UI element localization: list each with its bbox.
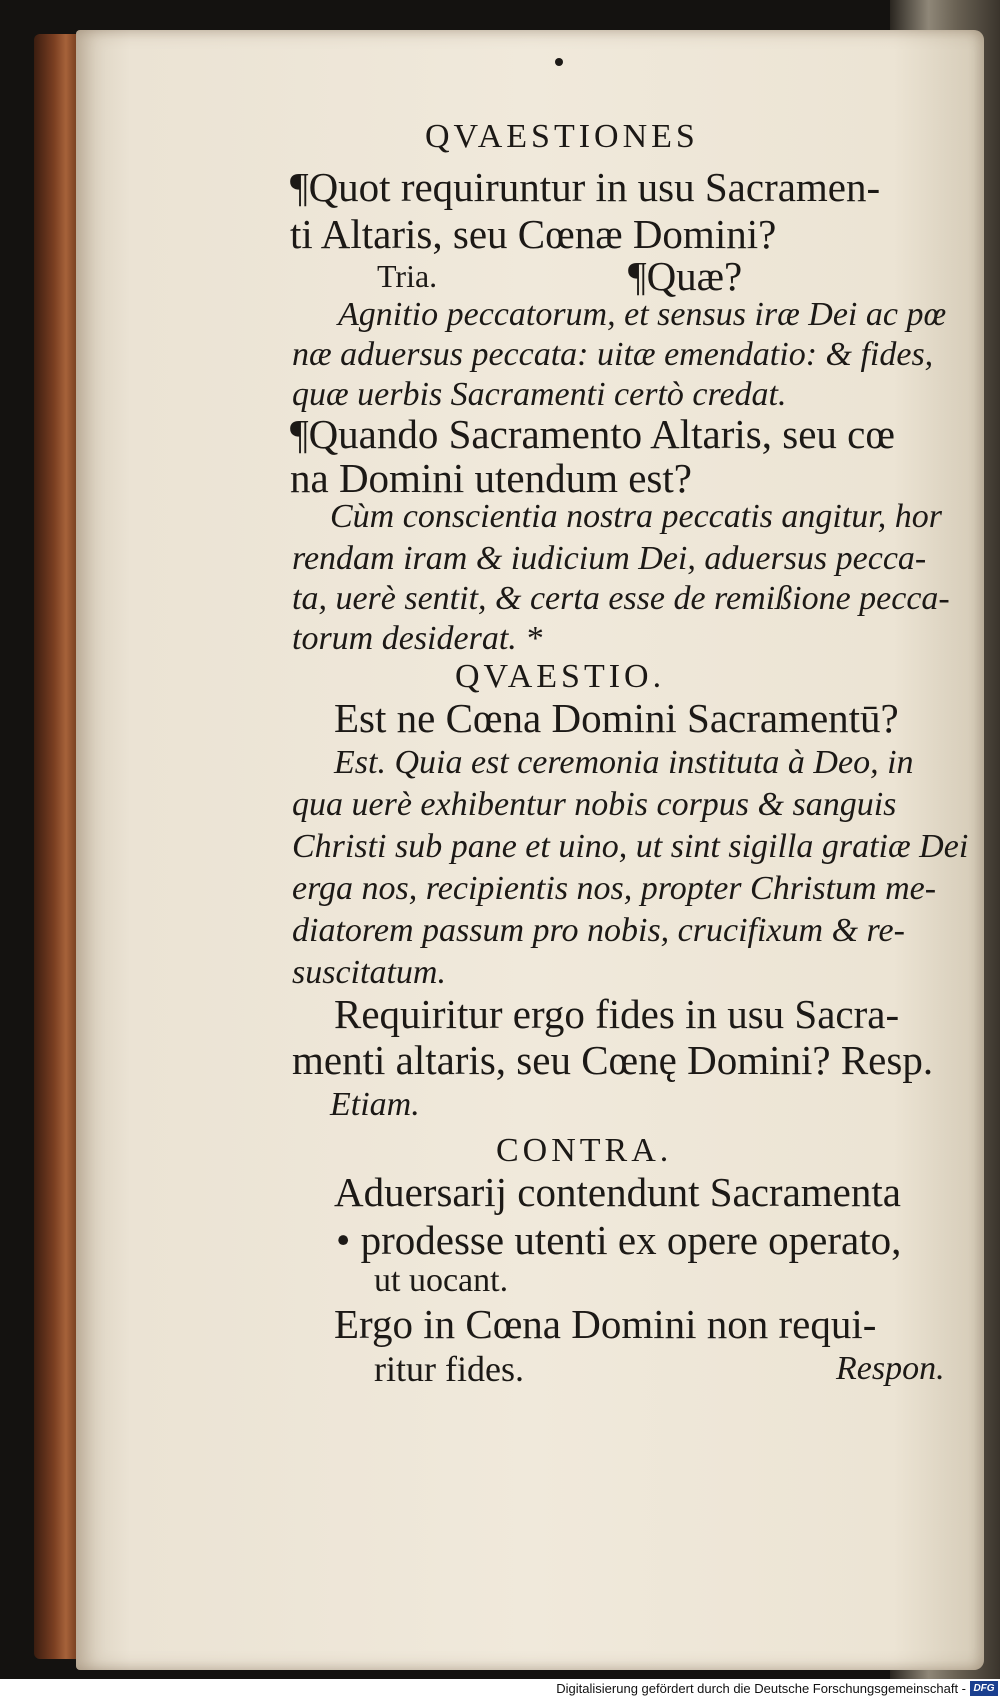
running-head: QVAESTIONES	[425, 118, 699, 155]
text-line: næ aduersus peccata: uitæ emendatio: & fides,	[292, 336, 934, 373]
text-line: suscitatum.	[292, 954, 446, 991]
text-line: ritur fides.	[374, 1349, 524, 1389]
text-line: Christi sub pane et uino, ut sint sigilla gratiæ Dei	[292, 828, 969, 865]
section-heading: QVAESTIO.	[455, 658, 666, 695]
text-line: ¶Quæ?	[628, 253, 743, 299]
catchword: Respon.	[836, 1350, 945, 1387]
footer-credit: Digitalisierung gefördert durch die Deutsche Forschungsgemeinschaft -	[556, 1681, 966, 1696]
text-line: Cùm conscientia nostra peccatis angitur, hor	[330, 498, 942, 535]
text-line: Est. Quia est ceremonia instituta à Deo, in	[334, 744, 914, 781]
text-line: ta, uerè sentit, & certa esse de remißione pecca-	[292, 580, 950, 617]
section-heading: CONTRA.	[496, 1132, 673, 1169]
page-mark	[555, 58, 563, 66]
text-line: menti altaris, seu Cœnę Domini? Resp.	[292, 1037, 934, 1083]
text-line: Agnitio peccatorum, et sensus iræ Dei ac pœ	[338, 296, 947, 333]
dfg-logo: DFG	[970, 1681, 998, 1696]
text-line: quæ uerbis Sacramenti certò credat.	[292, 376, 787, 413]
text-line: Tria.	[377, 258, 438, 294]
text-line: na Domini utendum est?	[290, 455, 692, 501]
text-line: Aduersarij contendunt Sacramenta	[334, 1169, 901, 1215]
text-line: Ergo in Cœna Domini non requi-	[334, 1301, 877, 1347]
text-line: rendam iram & iudicium Dei, aduersus pecca-	[292, 540, 927, 577]
text-line: erga nos, recipientis nos, propter Christum me-	[292, 870, 937, 907]
text-line: • prodesse utenti ex opere operato,	[336, 1217, 902, 1263]
text-line: Etiam.	[330, 1086, 420, 1123]
text-line: ¶Quot requiruntur in usu Sacramen-	[290, 164, 881, 210]
text-line: Est ne Cœna Domini Sacramentū?	[334, 695, 899, 741]
text-line: ¶Quando Sacramento Altaris, seu cœ	[290, 411, 895, 457]
text-line: ti Altaris, seu Cœnæ Domini?	[290, 211, 777, 257]
text-line: Requiritur ergo fides in usu Sacra-	[334, 991, 900, 1037]
text-line: torum desiderat. *	[292, 620, 543, 657]
text-line: qua uerè exhibentur nobis corpus & sanguis	[292, 786, 897, 823]
text-line: diatorem passum pro nobis, crucifixum & re-	[292, 912, 905, 949]
text-line: ut uocant.	[374, 1262, 509, 1299]
